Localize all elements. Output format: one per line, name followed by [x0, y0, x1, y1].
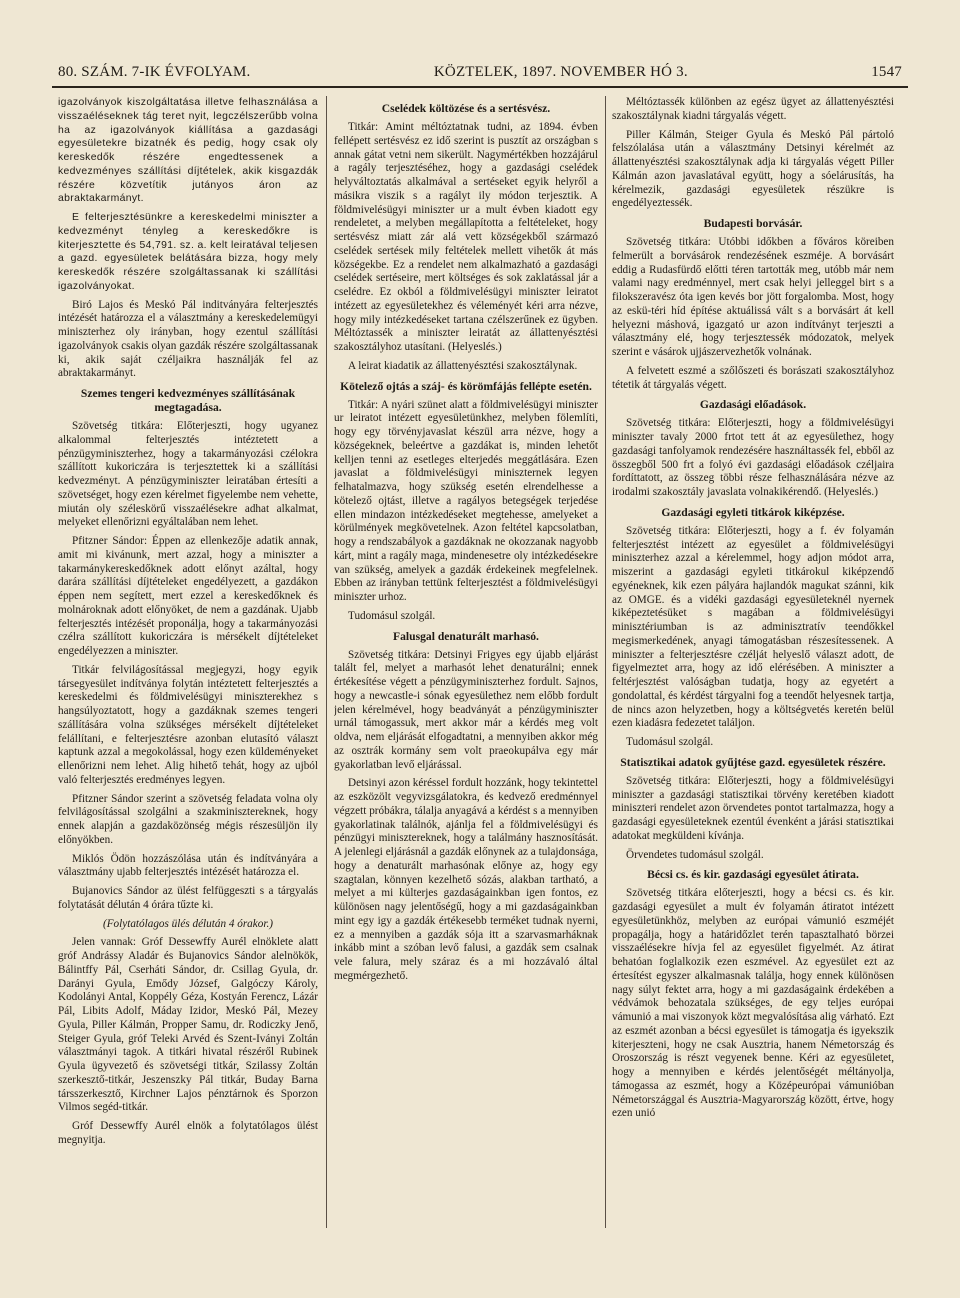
- paragraph: Szövetség titkára: Előterjeszti, hogy ugyanez alkalommal felterjesztés intéztetett a pénzügyminiszterhez, hogy a takarmányozási czélokra szállított kukoriczára is terjesztettek ki a szállítási kedvezményt. A pénzügyminiszter leiratában értesíti a szövetséget, hogy ezen kérelmet figyelembe nem vehette, miután oly széleskörű visszaélésekre adhat alkalmat, melyeket ellenőrizni egyáltalában nem lehet.: [58, 420, 318, 529]
- paragraph: Piller Kálmán, Steiger Gyula és Meskó Pál pártoló felszólalása után a választmány Detsinyi kérelmét az állattenyésztési szakosztálynak adja ki tárgyalás végett Piller Kálmán azon javaslatával együtt, hogy a sóelárusítás, ha kérelmezik, gazdasági egyesületek részükre is engedélyeztessék.: [612, 128, 894, 210]
- paragraph: Titkár: A nyári szünet alatt a földmivelésügyi miniszter ur leiratot intézett egyesületünkhez, melyben fölemlíti, hogy egy törvényjavaslat készül arra nézve, hogy a községeknek, beleértve a gazdákat is, minden lehetőt kelljen tenni az esetleges elterjedés meggátlására. Ezen javaslat a földmivelésügyi miniszternek legyen felhatalmazva, hogy szükség esetén elrendelhesse a kötelező ojtást, illetve a ragályos betegségek terjedése ellen mindazon intézkedéseket megtehesse, amelyeket a körülmények megkövetelnek. Azon feltétel kapcsolatban, hogy a rendszabályok a gazdáknak ne okozzanak nagyobb kárt, mint a ragály maga, mindenesetre oly intézkedésekre van szükség, amelyek a gazdák érdekeinek megfelelnek. Ebben az irányban tettünk felterjesztést a földmivelésügyi miniszter urhoz.: [334, 398, 598, 603]
- paragraph: Bujanovics Sándor az ülést felfüggeszti s a tárgyalás folytatását délután 4 órára tűzte ki.: [58, 885, 318, 911]
- column-3: [612, 96, 894, 1228]
- paragraph: Örvendetes tudomásul szolgál.: [626, 848, 764, 861]
- section-heading: Statisztikai adatok gyűjtése gazd. egyesületek részére.: [620, 755, 886, 769]
- paragraph: Szövetség titkára: Előterjeszti, hogy a földmivelésügyi miniszter tavaly 2000 frtot tett át az egyesülethez, hogy gazdasági tanfolyamok rendezésére használtassék fel, ebből az összegből 500 frt a folyó évi gazdasági előadások czéljaira fordíttatott, az összeg többi része felhasználására nézve az irodalmi szakosztály javaslata volnakikérendő. (Helyeslés.): [612, 417, 894, 498]
- paragraph: igazolványok kiszolgáltatása illetve felhasználása a visszaéléseknek tág teret nyit, legczélszerűbb volna ha az igazolványok kiállítása a gazdasági egyesületekre bizatnék és pedig, hogy csak oly kereskedők részére engedtessenek a kedvezményes szállítási díjtételek, akik kisgazdák részére közvetítik jutányos áron az abraktakarmányt.: [58, 97, 318, 205]
- paragraph: Pfitzner Sándor szerint a szövetség feladata volna oly felvilágosítással szolgálni a szakminisztereknek, hogy ennek alapján a gazdaközönség mégis részesüljön ily előnyökben.: [58, 792, 318, 846]
- page-header: [58, 62, 902, 82]
- section-heading: Szemes tengeri kedvezményes szállításának megtagadása.: [80, 387, 296, 414]
- paragraph: Tudomásul szolgál.: [626, 736, 714, 748]
- paragraph: A leirat kiadatik az állattenyésztési szakosztálynak.: [348, 359, 578, 372]
- paragraph: Tudomásul szolgál.: [348, 609, 436, 622]
- column-divider-1: [326, 96, 327, 1228]
- paragraph: Szövetség titkára előterjeszti, hogy a bécsi cs. és kir. gazdasági egyesület a mult év folyamán átiratot intézett egyesületünkhöz, melyben az európai vámunió eszméjét propagálja, hogy a határidőzlet terén tapasztalható börzei visszaélésekre hívja fel az egyesület figyelmét. Az átirat behatóan foglalkozik ezen eszmével. Az egyesület ezt az értesítést egyszer alkalmasnak találja, hogy ennek különösen nagy súlyt fektet arra, hogy a mi gazdaságaink érdekében a védvámok behozatala szükséges, de egy teljes európai vámunió a mai viszonyok közt megvalósítása alig várható. Ezt az eszmét azonban a bécsi egyesület is támogatja és igyekszik kiterjeszteni, hogy ne csak Ausztria, hanem Németország és Oroszország is részt vegyenek benne. Kéri az egyesületet, hogy a mennyiben e kérdés jelentőségét méltányolja, támogassa az eszmét, hogy a Középeurópai vámunióban Németországgal és Ausztria-Magyarország között, értve, hogy ezen unió: [612, 887, 894, 1120]
- paragraph: (Folytatólagos ülés délután 4 órakor.): [103, 917, 273, 930]
- paragraph: Szövetség titkára: Utóbbi időkben a főváros köreiben felmerült a borvásárok rendezésének eszméje. A borvásárt eddig a Rudasfürdő előtti téren tartották meg, utóbb már nem valami nagy eredménnyel, mert csak helyi jelleggel birt s a filokszeravész óta igen kevés bor jött forgalomba. Most, hogy az eskü-téri híd építése aktuálissá vált s a borvásárt át kell helyezni máshová, igazgató ur azon indítványt terjeszti a választmány elé, hogy terjesztessék módozatok, melyek szerint e vásárok ujjászervezhetők volnának.: [612, 236, 894, 358]
- paragraph: Szövetség titkára: Előterjeszti, hogy a f. év folyamán felterjesztést intézett az egyesület a földmivelésügyi miniszterhez azzal a kérelemmel, hogy adjon módot arra, miszerint a gazdasági egyleti titkárokul kiképzendő egyéneknek, kik ezen pályára hajlandók magukat szánni, kik az OMGE. és a vidéki gazdasági egyesületeknél nyernek kiképeztetésüket s magában a földmivelésügyi minisztériumban is az adminisztratív teendőkkel megismerkedének, anyagi támogatásban részesítessenek. A miniszter a felterjesztésre czélját helyeslő választ adott, de figyelmeztet arra, hogy az idő elérésében. A miniszter a feltérjesztést valóságban tudatja, hogy az egyetért a gondolattal, és kérdést tárgyalni fog a teendőt helyesnek tartja, de nincs azon helyzetben, hogy a költségvetés keretén belül ezen kiadásra fedezetet találjon.: [612, 524, 894, 730]
- publication-date: KÖZTELEK, 1897. NOVEMBER HÓ 3.: [433, 63, 688, 80]
- paragraph: Méltóztassék különben az egész ügyet az állattenyésztési szakosztálynak kiadni tárgyalás végett.: [612, 96, 894, 122]
- paragraph: Titkár: Amint méltóztatnak tudni, az 1894. évben fellépett sertésvész ez idő szerint is pusztít az országban s annak gátat vetni nem sikerült. Nagymértékben hozzájárul a ragály terjesztéséhez, hogy a gazdasági cselédek helyváltoztatás alkalmával a sertéseket egyik helyről a másikra viszik s a ragályt ily módon terjesztik. A földmivelésügyi miniszter ur a mult évben kiadott egy rendeletet, a melyben megállapította a feltételeket, hogy sertésvész miatt zár alá vett községekből származó cselédek sertések mily feltételek mellett vihetők át más községekbe. Ez a rendelet nem alkalmazható a gazdasági cselédek sertéseire, mert költséges és sok zaklatással jár a cselédre. Ez okból a földmivelésügyi miniszter leiratot intézett az egyesületekhez és véleményét kéri arra nézve, hogy mily intézkedéseket tartana czélszerűnek ez ügyben. Méltóztassék a miniszter leiratát az állattenyésztési szakosztályhoz utasítani. (Helyeslés.): [334, 121, 598, 353]
- paragraph: Gróf Dessewffy Aurél elnök a folytatólagos ülést megnyitja.: [58, 1120, 318, 1146]
- section-heading: Cselédek költözése és a sertésvész.: [381, 102, 551, 115]
- paragraph: Miklós Ödön hozzászólása után és indítványára a választmány ujabb felterjesztés intézését határozza el.: [58, 852, 318, 879]
- header-rule: [52, 86, 908, 88]
- paragraph: A felvetett eszmé a szőlőszeti és borászati szakosztályhoz tétetik át tárgyalás végett.: [612, 364, 894, 391]
- section-heading: Budapesti borvásár.: [703, 217, 803, 230]
- column-1: [58, 96, 318, 1228]
- paragraph: E felterjesztésünkre a kereskedelmi miniszter a kedvezményt tényleg a kereskedőkre is kiterjesztette és 54,791. sz. a. kelt leiratával teljesen a gazd. egyesületek belátására bizza, hogy mely kereskedők részére szolgáltassanak ki szállítási igazolványokat.: [58, 212, 318, 292]
- paragraph: Biró Lajos és Meskó Pál inditványára felterjesztés intézését határozza el a választmány a kereskedelemügyi miniszterhez oly irányban, hogy ezentul szállítási igazolványok csakis olyan gazdák részére szolgáltassanak ki, akik saját czéljaikra használják fel az abraktakarmányt.: [58, 298, 318, 380]
- section-heading: Gazdasági egyleti titkárok kiképzése.: [661, 505, 845, 519]
- paragraph: Szövetség titkára: Detsinyi Frigyes egy újabb eljárást talált fel, melyet a marhasót lehet denaturálni; ennek értékesítése végett a pénzügyminiszterhez fordult. Sajnos, hogy a newcastle-i sónak egyesülethez nem előbb fordult jelen kérelmével, hogy beadványát a pénzügyminiszter urnál támogassuk, mert akkor már a kérdés meg volt oldva, nem eljárását elfogadtatni, a mennyiben akkor még az osztrák kormány sem volt praeokupálva egy már gyakorlatban levő eljárással.: [334, 648, 598, 771]
- issue-number: 80. SZÁM. 7-IK ÉVFOLYAM.: [58, 63, 251, 80]
- column-2: [334, 96, 598, 1228]
- section-heading: Kötelező ojtás a száj- és körömfájás fellépte esetén.: [340, 379, 592, 393]
- section-heading: Falusgal denaturált marhasó.: [393, 629, 539, 643]
- paragraph: Jelen vannak: Gróf Dessewffy Aurél elnöklete alatt gróf Andrássy Aladár és Bujanovics Sándor alelnökök, Bálintffy Pál, Cserháti Sándor, dr. Csillag Gyula, dr. Darányi Gyula, Emődy József, Galgóczy Károly, Kodolányi Antal, Koppély Géza, Kostyán Ferencz, Lázár Pál, Libits Adolf, Máday Izidor, Meskó Pál, Mezey Gyula, Piller Kálmán, Propper Samu, dr. Rodiczky Jenő, Steiger Gyula, gróf Teleki Arvéd és Szent-Iványi Zoltán választmányi tagok. A titkári hivatal részéről Rubinek Gyula ügyvezető és szövetségi titkár, Szilassy Zoltán szerkesztő-titkár, Jeszenszky Pál titkár, Buday Barna társszerkesztő, Kirchner Lajos pénztárnok és Sporzon Vilmos segéd-titkár.: [58, 936, 318, 1114]
- column-divider-2: [605, 96, 606, 1228]
- paragraph: Titkár felvilágosítással megjegyzi, hogy egyik társegyesület indítványa folytán intéztetett felterjesztés a kereskedelmi és földmivelésügyi miniszterekhez s hangsúlyoztatott, hogy a gazdáknak szemes tengeri szállítására volna szükséges mérsékelt díjtételeket felállítani, e felterjesztésre azonban elutasító választ kaptunk azzal a megokolással, hogy ezen küldeményeket ellenőrizni nem lehet. Alig hihető tehát, hogy az ujból való felterjesztés eredményes legyen.: [58, 663, 318, 786]
- paragraph: Pfitzner Sándor: Éppen az ellenkezője adatik annak, amit mi kivánunk, mert azzal, hogy a miniszter a takarmánykereskedőknek adott előnyt azáltal, hogy darára szállítási díjtételeket engedélyezett, a gazdákon éppen nem segített, mert ezzel a kereskedőknek és molnároknak adott előnyöket, de nem a gazdának. Ujabb felterjesztés intézését proponálja, hogy a takarmányozási czélra szállított kukoriczára is mérsékelt díjtételeket engedélyezzen a miniszter.: [58, 535, 318, 657]
- page-number: 1547: [871, 63, 902, 80]
- section-heading: Bécsi cs. és kir. gazdasági egyesület átirata.: [647, 868, 859, 882]
- section-heading: Gazdasági előadások.: [699, 398, 807, 412]
- paragraph: Szövetség titkára: Előterjeszti, hogy a földmivelésügyi miniszter a gazdasági statisztikai törvény keretében kiadott miniszteri rendelet azon örvendetes pontot tartalmazza, hogy a gazdasági egyesületeknek ezentúl évenként a járási statisztikai adatokat megküldeni kívánja.: [612, 774, 894, 842]
- paragraph: Detsinyi azon kéréssel fordult hozzánk, hogy tekintettel az eszközölt vegyvizsgálatokra, és kedvező eredménnyel végzett próbákra, tálalja anyagává a kérdést s a mennyiben gyakorlatinak találnók, ajánlja fel a földmivelésügyi és pénzügyi minisztereknek, hogy a találmány hasznosítását. A jelenlegi eljárásnál a gazdák előnynek az a tulajdonsága, hogy a denaturált marhasónak előnye az, hogy egy szagtalan, könnyen kezelhető sózás, alakban tartható, a melyet a mi külterjes gazdaságainkban igen fontos, ez különösen nagy jelentőségű, hogy a mi gazdaságainkban mint egy igy a gazdák értékesebb terméket tudnak nyerni, ez a mennyiben a gazdák sója itt a szarvasmarháknak inkább mint a szóban levő falusi, a gazdák sem csalnak vele falura, mely száraz és a mi hozzávaló által megmérgezhető.: [334, 777, 598, 982]
